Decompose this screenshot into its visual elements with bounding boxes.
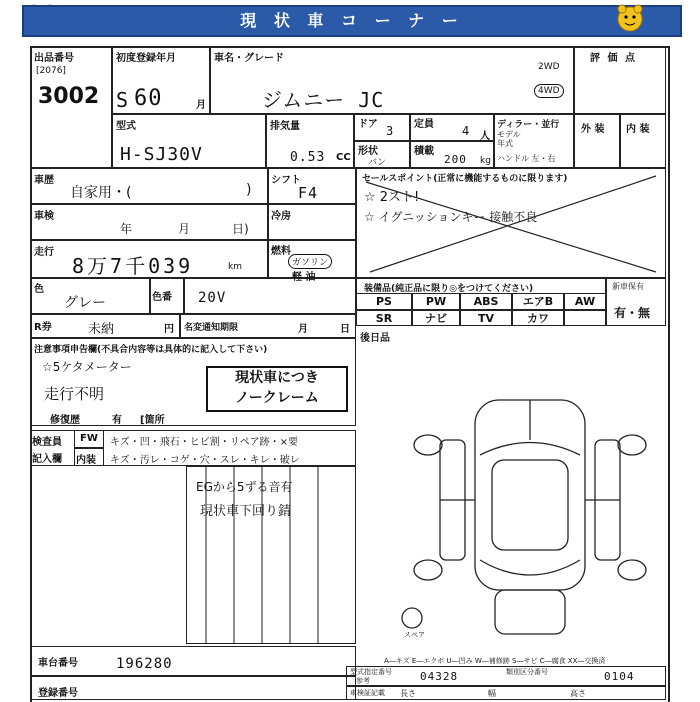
drive-4wd: 4WD xyxy=(534,84,564,98)
equip-sr: SR xyxy=(356,310,412,326)
first-reg-era: S xyxy=(116,88,130,112)
lot-number: 3002 xyxy=(38,84,100,109)
history-value: 自家用・( xyxy=(70,185,132,201)
stamp-line-2: ノークレーム xyxy=(235,390,319,406)
fuel-diesel: 軽 油 xyxy=(292,272,316,283)
inspection-label: 車検 xyxy=(34,211,54,222)
page-title: 現 状 車 コ ー ナ ー xyxy=(22,5,682,37)
lot-label: 出品番号 xyxy=(34,53,74,64)
equip-abs: ABS xyxy=(460,293,512,310)
class-label: 類別区分番号 xyxy=(506,668,548,676)
drive-2wd: 2WD xyxy=(538,62,560,72)
no-claim-stamp xyxy=(206,366,348,412)
first-reg-label: 初度登録年月 xyxy=(116,53,176,64)
recycle-label: R券 xyxy=(34,322,52,333)
inspection-day: 日) xyxy=(232,222,249,236)
doors-label: ドア xyxy=(358,119,378,130)
model-value: H-SJ30V xyxy=(120,144,203,165)
color-label: 色 xyxy=(34,284,44,295)
shape-value: バン xyxy=(368,158,387,168)
mascot-right-icon xyxy=(614,2,646,34)
car-damage-diagram xyxy=(400,390,660,650)
register-box xyxy=(30,676,356,700)
equip-leather: カワ xyxy=(512,310,564,326)
sales-point-item-2: ☆ イグニッションキー 接触不良 xyxy=(364,210,538,224)
repair-place: [箇所 xyxy=(140,415,165,426)
car-name-value: ジムニー JC xyxy=(262,88,385,112)
color-value: グレー xyxy=(64,295,106,311)
dealer-year-label: 年式 xyxy=(497,139,513,148)
stamp-line-1: 現状車につき xyxy=(235,370,319,386)
aircon-label: 冷房 xyxy=(271,211,291,222)
name-change-label: 名変通知期限 xyxy=(184,323,239,333)
fw-items: キズ・凹・飛石・ヒビ割・リペア跡・×要 xyxy=(110,437,298,448)
notes-label: 注意事項申告欄(不具合内容等は具体的に記入して下さい) xyxy=(34,345,268,355)
equip-navi: ナビ xyxy=(412,310,460,326)
fw-label: FW xyxy=(80,433,98,444)
displacement-unit: CC xyxy=(336,152,351,163)
repair-value: 有 xyxy=(112,415,122,426)
size-label: 車検証記載 xyxy=(350,689,385,697)
lot-subcode: [2076] xyxy=(36,66,66,76)
doors-value: 3 xyxy=(386,124,395,138)
history-close: ) xyxy=(246,182,252,198)
interior-check-label: 内装 xyxy=(76,455,96,466)
fuel-label: 燃料 xyxy=(271,246,291,257)
equip-aw: AW xyxy=(564,293,606,310)
model-spec-label: 型式指定番号 xyxy=(350,668,392,676)
history-box xyxy=(30,168,268,204)
capacity-value: 4 xyxy=(462,124,471,138)
shift-value: F4 xyxy=(298,184,319,202)
mileage-unit: km xyxy=(228,262,242,272)
capacity-label: 定員 xyxy=(414,119,434,130)
first-reg-month-unit: 月 xyxy=(196,100,206,111)
mileage-value: 8万7千039 xyxy=(72,254,194,278)
model-label: 型式 xyxy=(116,121,136,132)
equip-ps: PS xyxy=(356,293,412,310)
class-value: 0104 xyxy=(604,670,635,683)
model-spec-ref: 参考 xyxy=(356,677,370,685)
sales-point-item-1: ☆ 2スト! xyxy=(364,190,420,205)
notes-line-2: 走行不明 xyxy=(44,385,105,403)
shape-label: 形状 xyxy=(358,146,378,157)
inspection-month: 月 xyxy=(178,222,191,236)
warranty-label: 新車保有 xyxy=(612,282,644,291)
size-height: 高さ xyxy=(570,689,586,698)
recorder-label: 記入欄 xyxy=(32,454,62,465)
dealer-model-label: モデル xyxy=(497,130,521,139)
equip-tv: TV xyxy=(460,310,512,326)
dealer-label: ディラー・並行 xyxy=(497,120,560,130)
load-unit: kg xyxy=(480,156,491,166)
chassis-label: 車台番号 xyxy=(38,658,78,669)
first-reg-year: 60 xyxy=(134,86,163,111)
warranty-value: 有・無 xyxy=(614,306,651,320)
inspection-year: 年 xyxy=(120,222,133,236)
mileage-label: 走行 xyxy=(34,247,54,258)
equip-pw: PW xyxy=(412,293,460,310)
recycle-yen: 円 xyxy=(164,324,174,335)
evaluation-label: 評 価 点 xyxy=(590,53,637,64)
equip-airbag: エアB xyxy=(512,293,564,310)
recycle-value: 未納 xyxy=(88,322,115,337)
capacity-unit: 人 xyxy=(480,131,490,142)
name-change-day: 日 xyxy=(340,324,350,335)
remarks-line-1: EGから5ずる音有 xyxy=(196,480,293,494)
interior-items: キズ・汚レ・コゲ・穴・スレ・キレ・破レ xyxy=(110,455,300,466)
equipment-label: 装備品(純正品に限り◎をつけてください) xyxy=(364,284,534,294)
damage-legend: A―キズ E―エクボ U―凹み W―補修跡 S―サビ C―腐食 XX―交換済 xyxy=(384,657,606,665)
register-label: 登録番号 xyxy=(38,688,78,699)
displacement-value: 0.53 xyxy=(290,150,326,165)
fuel-gasoline: ガソリン xyxy=(288,254,332,269)
sales-point-label: セールスポイント(正常に機能するものに限ります) xyxy=(362,174,568,184)
size-width: 幅 xyxy=(488,689,496,698)
remarks-line-2: 現状車下回り錆 xyxy=(200,504,292,519)
spare-label: スペア xyxy=(404,631,425,639)
chassis-box xyxy=(30,646,356,676)
color-code-value: 20V xyxy=(198,290,227,306)
name-change-month: 月 xyxy=(298,324,308,335)
load-value: 200 xyxy=(444,153,467,166)
equip-blank xyxy=(564,310,606,326)
inspector-label: 検査員 xyxy=(32,437,62,448)
shift-label: シフト xyxy=(271,175,301,186)
sales-point-cross xyxy=(356,168,666,278)
chassis-value: 196280 xyxy=(116,656,173,672)
dealer-handle-label: ハンドル 左・右 xyxy=(497,154,556,163)
remarks-grid xyxy=(186,466,356,644)
history-label: 車歴 xyxy=(34,175,54,186)
rear-seat-label: 後日品 xyxy=(360,333,390,344)
displacement-label: 排気量 xyxy=(270,121,300,132)
exterior-label: 外 装 xyxy=(581,124,605,135)
size-box xyxy=(346,686,666,700)
size-length: 長さ xyxy=(400,689,416,698)
interior-label: 内 装 xyxy=(626,124,650,135)
repair-label: 修復歴 xyxy=(50,415,80,426)
car-name-label: 車名・グレード xyxy=(214,53,284,64)
model-spec-value: 04328 xyxy=(420,670,459,683)
notes-line-1: ☆5ケタメーター xyxy=(42,360,132,374)
load-label: 積載 xyxy=(414,146,434,157)
color-code-label: 色番 xyxy=(152,292,172,303)
